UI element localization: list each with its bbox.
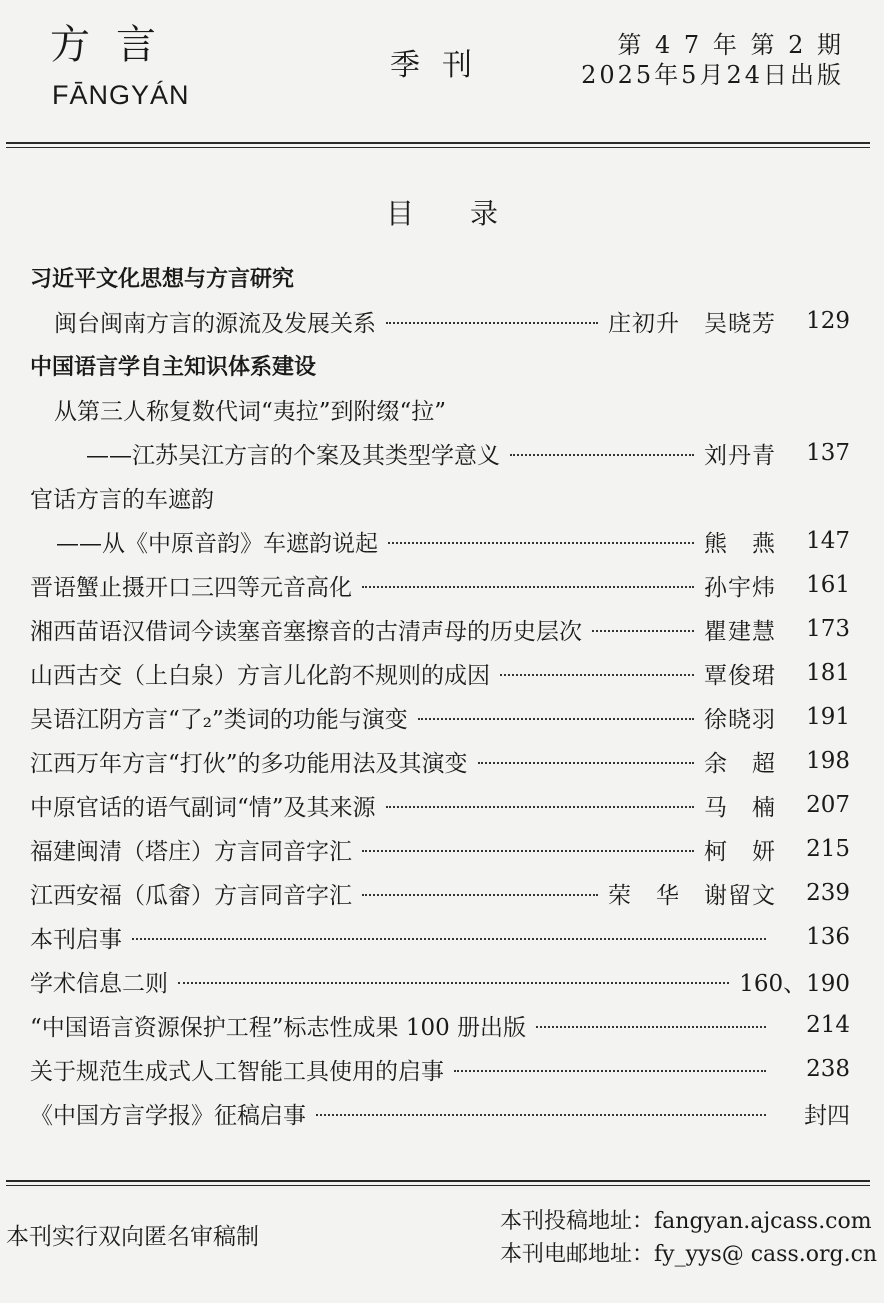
publication-date: 2025年5月24日出版 — [581, 61, 844, 89]
entry-page: 238 — [806, 1056, 850, 1082]
entry-author: 瞿建慧 — [704, 618, 776, 645]
entry-title: 关于规范生成式人工智能工具使用的启事 — [30, 1058, 444, 1085]
submission-label: 本刊投稿地址： — [500, 1209, 655, 1234]
toc-entry — [30, 827, 850, 871]
journal-latin-title: FĀNGYÁN — [52, 80, 190, 110]
leader-dots — [362, 894, 598, 896]
leader-dots — [500, 674, 694, 676]
entry-page: 173 — [806, 616, 850, 642]
header-rule-thin — [6, 147, 870, 148]
entry-title: 山西古交（上白泉）方言儿化韵不规则的成因 — [30, 662, 490, 689]
toc-entry — [30, 563, 850, 607]
entry-author: 孙宇炜 — [704, 574, 776, 601]
entry-author: 荣 华 谢留文 — [608, 882, 776, 909]
entry-author: 覃俊珺 — [704, 662, 776, 689]
contents-heading: 目录 — [385, 197, 554, 230]
toc-entry — [30, 1091, 850, 1135]
entry-page: 161 — [806, 572, 850, 598]
entry-title: 晋语蟹止摄开口三四等元音高化 — [30, 574, 352, 601]
toc-section-heading — [30, 343, 850, 387]
entry-title: 江西安福（瓜畲）方言同音字汇 — [30, 882, 352, 909]
toc-entry — [30, 1003, 850, 1047]
toc-entry — [30, 915, 850, 959]
entry-title: 闽台闽南方言的源流及发展关系 — [54, 310, 376, 337]
entry-page: 129 — [806, 308, 850, 334]
toc-entry — [30, 299, 850, 343]
toc-entry — [30, 431, 850, 475]
issue-info — [581, 30, 844, 90]
entry-title: “中国语言资源保护工程”标志性成果 100 册出版 — [30, 1014, 527, 1041]
entry-author: 熊 燕 — [704, 530, 776, 557]
journal-title: 方言 — [50, 22, 182, 68]
entry-title: 《中国方言学报》征稿启事 — [30, 1102, 306, 1129]
entry-title: 吴语江阴方言“了₂”类词的功能与演变 — [30, 706, 408, 733]
entry-page: 207 — [806, 792, 850, 818]
leader-dots — [592, 630, 694, 632]
entry-page: 136 — [806, 924, 850, 950]
footer-rule — [6, 1180, 870, 1182]
entry-title: ——江苏吴江方言的个案及其类型学意义 — [86, 442, 500, 469]
leader-dots — [386, 806, 694, 808]
leader-dots — [454, 1070, 766, 1072]
entry-title: 学术信息二则 — [30, 970, 168, 997]
entry-page: 191 — [806, 704, 850, 730]
entry-title: 中原官话的语气副词“情”及其来源 — [30, 794, 376, 821]
leader-dots — [510, 454, 694, 456]
toc-entry — [30, 783, 850, 827]
leader-dots — [178, 982, 729, 984]
entry-author: 马 楠 — [704, 794, 776, 821]
toc-entry — [30, 739, 850, 783]
entry-page: 239 — [806, 880, 850, 906]
toc-title-line — [30, 475, 850, 519]
entry-page: 137 — [806, 440, 850, 466]
leader-dots — [478, 762, 694, 764]
review-policy: 本刊实行双向匿名审稿制 — [6, 1224, 259, 1250]
toc-entry — [30, 651, 850, 695]
toc-entry — [30, 695, 850, 739]
entry-title: ——从《中原音韵》车遮韵说起 — [56, 530, 378, 557]
entry-title: 湘西苗语汉借词今读塞音塞擦音的古清声母的历史层次 — [30, 618, 582, 645]
entry-title: 江西万年方言“打伙”的多功能用法及其演变 — [30, 750, 468, 777]
header-rule — [6, 142, 870, 144]
entry-page: 封四 — [804, 1102, 850, 1129]
leader-dots — [362, 586, 694, 588]
section-title: 习近平文化思想与方言研究 — [30, 266, 295, 292]
issue-number: 第 4 7 年 第 2 期 — [617, 31, 844, 59]
entry-title: 官话方言的车遮韵 — [30, 486, 214, 513]
leader-dots — [132, 938, 766, 940]
entry-page: 198 — [806, 748, 850, 774]
entry-author: 柯 妍 — [704, 838, 776, 865]
leader-dots — [316, 1114, 766, 1116]
entry-title: 福建闽清（塔庄）方言同音字汇 — [30, 838, 352, 865]
entry-author: 庄初升 吴晓芳 — [608, 310, 776, 337]
leader-dots — [362, 850, 694, 852]
toc-entry — [30, 519, 850, 563]
submission-line — [500, 1205, 877, 1238]
section-title: 中国语言学自主知识体系建设 — [30, 354, 317, 380]
entry-page: 160、190 — [739, 970, 850, 997]
email-line — [500, 1238, 877, 1271]
entry-title: 从第三人称复数代词“夷拉”到附缀“拉” — [54, 398, 447, 425]
toc-entry — [30, 1047, 850, 1091]
leader-dots — [388, 542, 694, 544]
entry-page: 214 — [806, 1012, 850, 1038]
entry-author: 徐晓羽 — [704, 706, 776, 733]
toc-entry — [30, 959, 850, 1003]
toc-entry — [30, 871, 850, 915]
entry-author: 余 超 — [704, 750, 776, 777]
toc-entry — [30, 607, 850, 651]
contact-info — [500, 1205, 877, 1271]
leader-dots — [386, 322, 598, 324]
toc-section-heading — [30, 255, 850, 299]
entry-page: 215 — [806, 836, 850, 862]
journal-frequency: 季刊 — [390, 48, 494, 83]
table-of-contents — [30, 255, 850, 1135]
toc-title-line — [30, 387, 850, 431]
email-address[interactable]: fy_yys@ cass.org.cn — [654, 1242, 878, 1267]
entry-page: 181 — [806, 660, 850, 686]
leader-dots — [536, 1026, 766, 1028]
email-label: 本刊电邮地址： — [500, 1242, 655, 1267]
entry-page: 147 — [806, 528, 850, 554]
submission-url[interactable]: fangyan.ajcass.com — [654, 1209, 872, 1234]
entry-author: 刘丹青 — [704, 442, 776, 469]
entry-title: 本刊启事 — [30, 926, 122, 953]
leader-dots — [418, 718, 694, 720]
footer-rule-thin — [6, 1185, 870, 1186]
